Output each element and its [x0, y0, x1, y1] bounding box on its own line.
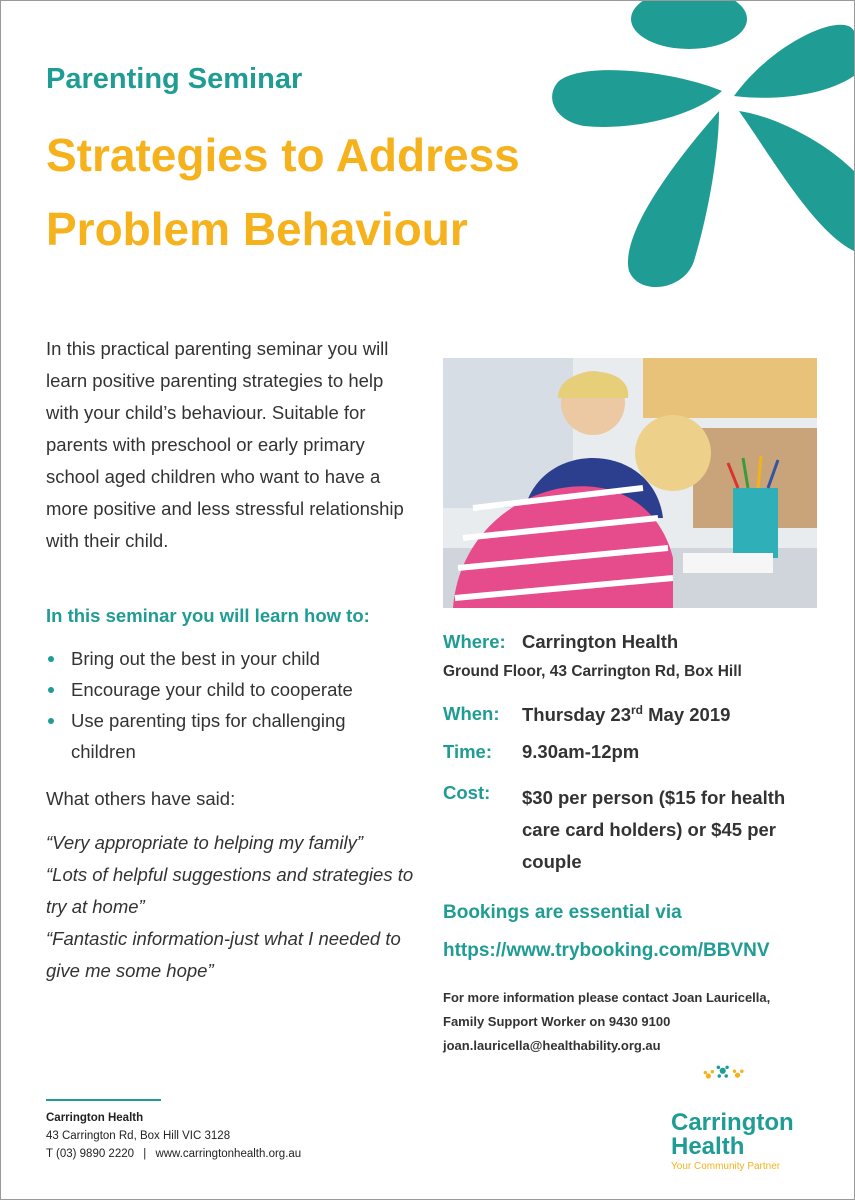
- time-label: Time:: [443, 741, 493, 762]
- when-day: Thursday 23: [522, 704, 631, 726]
- intro-paragraph: In this practical parenting seminar you will learn positive parenting strategies to help with your child’s behaviour. Suitable for parents with preschool or early primary school aged children who want to have a more positive and less stressful relationship with their child.: [46, 338, 404, 551]
- where-label: Where:: [443, 631, 506, 652]
- bullet-icon: [48, 656, 54, 662]
- footer-org-name: Carrington Health: [46, 1112, 144, 1124]
- seminar-title: [46, 119, 606, 266]
- cost-line: couple: [522, 851, 582, 872]
- seminar-subtitle: Parenting Seminar: [46, 63, 303, 95]
- carrington-health-logo-icon: [651, 1063, 831, 1113]
- testimonials: [46, 827, 436, 987]
- title-line-2: Problem Behaviour: [46, 202, 468, 255]
- learn-list: [46, 643, 406, 767]
- footer-address: 43 Carrington Rd, Box Hill VIC 3128: [46, 1130, 231, 1142]
- list-item: [46, 643, 406, 674]
- child-drawing-photo: [443, 358, 817, 608]
- logo-word-1: Carrington: [671, 1109, 794, 1136]
- cost-line: care card holders) or $45 per: [522, 819, 776, 840]
- when-value: [522, 703, 730, 726]
- footer-divider: [46, 1099, 161, 1101]
- bullet-icon: [48, 718, 54, 724]
- bullet-icon: [48, 687, 54, 693]
- booking-link[interactable]: https://www.trybooking.com/BBVNV: [443, 940, 770, 961]
- when-label: When:: [443, 703, 500, 724]
- testimonial-quote: “Lots of helpful suggestions and strategies to try at home”: [46, 864, 414, 917]
- list-item: [46, 674, 406, 705]
- cost-value: [522, 782, 785, 878]
- testimonial-quote: “Very appropriate to helping my family”: [46, 832, 364, 853]
- bookings-heading: Bookings are essential via: [443, 902, 682, 923]
- footer: [46, 1109, 301, 1163]
- where-address: Ground Floor, 43 Carrington Rd, Box Hill: [443, 663, 742, 680]
- cost-line: $30 per person ($15 for health: [522, 787, 786, 808]
- list-item: [46, 705, 406, 767]
- contact-email[interactable]: joan.lauricella@healthability.org.au: [443, 1038, 661, 1053]
- contact-line: For more information please contact Joan Lauricella,: [443, 990, 771, 1005]
- testimonials-heading: What others have said:: [46, 788, 236, 809]
- list-item-text: Bring out the best in your child: [71, 648, 320, 669]
- footer-contact-line: [46, 1145, 301, 1163]
- contact-info: [443, 986, 833, 1058]
- testimonial-quote: “Fantastic information-just what I needed to give me some hope”: [46, 928, 401, 981]
- cost-label: Cost:: [443, 782, 491, 803]
- where-value: Carrington Health: [522, 631, 679, 652]
- bookings-block: [443, 894, 770, 970]
- when-day-suffix: rd: [631, 703, 643, 717]
- when-month-year: May 2019: [643, 704, 731, 726]
- contact-line: Family Support Worker on 9430 9100: [443, 1014, 671, 1029]
- list-item-text: Use parenting tips for challenging children: [71, 710, 346, 762]
- footer-website[interactable]: www.carringtonhealth.org.au: [155, 1148, 302, 1160]
- logo-word-2: Health: [671, 1133, 745, 1160]
- logo-tagline: Your Community Partner: [671, 1161, 781, 1172]
- footer-separator: |: [143, 1148, 147, 1160]
- list-item-text: Encourage your child to cooperate: [71, 679, 353, 700]
- title-line-1: Strategies to Address: [46, 129, 520, 181]
- footer-phone: T (03) 9890 2220: [46, 1148, 135, 1160]
- time-value: 9.30am-12pm: [522, 741, 640, 762]
- learn-heading: In this seminar you will learn how to:: [46, 605, 370, 626]
